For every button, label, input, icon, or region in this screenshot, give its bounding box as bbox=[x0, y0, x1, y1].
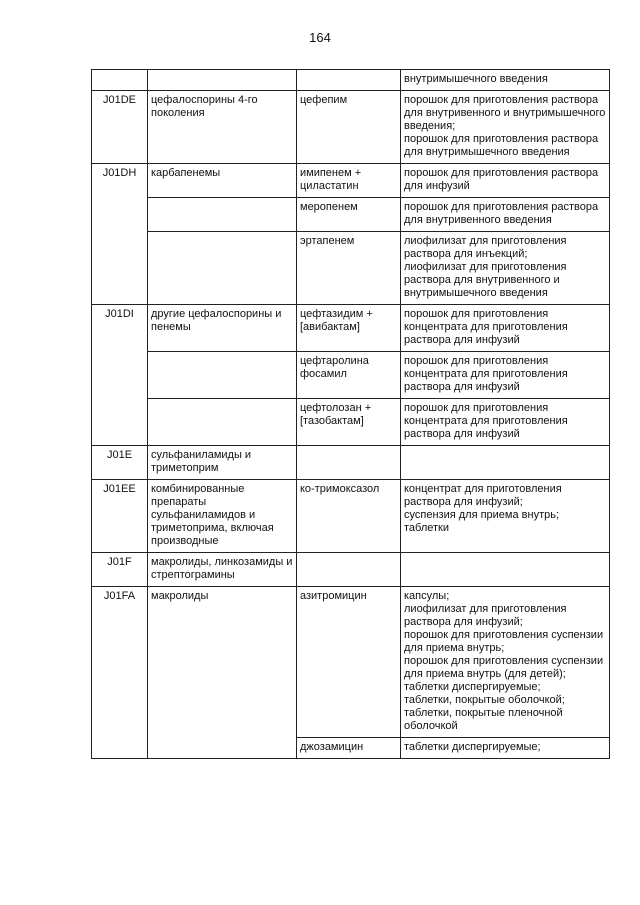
table-row bbox=[92, 553, 610, 587]
group-cell: макролиды bbox=[148, 587, 297, 759]
drug-cell: ко-тримоксазол bbox=[297, 480, 401, 553]
group-cell: карбапенемы bbox=[148, 164, 297, 198]
table-row bbox=[92, 198, 610, 232]
group-cell bbox=[148, 399, 297, 446]
dosage-form-cell: порошок для приготовления концентрата для приготовления раствора для инфузий bbox=[401, 305, 610, 352]
drug-cell: имипенем + циластатин bbox=[297, 164, 401, 198]
dosage-form-cell: порошок для приготовления концентрата для приготовления раствора для инфузий bbox=[401, 352, 610, 399]
drug-cell: джозамицин bbox=[297, 738, 401, 759]
table-row bbox=[92, 446, 610, 480]
dosage-form-cell: внутримышечного введения bbox=[401, 70, 610, 91]
drug-cell: цефтазидим + [авибактам] bbox=[297, 305, 401, 352]
dosage-form-cell: порошок для приготовления раствора для инфузий bbox=[401, 164, 610, 198]
drug-cell: меропенем bbox=[297, 198, 401, 232]
page-number: 164 bbox=[309, 30, 331, 45]
group-cell: макролиды, линкозамиды и стрептограмины bbox=[148, 553, 297, 587]
atc-code-cell: J01DE bbox=[92, 91, 148, 164]
group-cell bbox=[148, 232, 297, 305]
atc-code-cell: J01EE bbox=[92, 480, 148, 553]
atc-code-cell: J01F bbox=[92, 553, 148, 587]
drug-cell: цефтаролина фосамил bbox=[297, 352, 401, 399]
group-cell: цефалоспорины 4-го поколения bbox=[148, 91, 297, 164]
table-row bbox=[92, 587, 610, 738]
dosage-form-cell: порошок для приготовления раствора для внутривенного введения bbox=[401, 198, 610, 232]
table-row bbox=[92, 164, 610, 198]
table-row bbox=[92, 70, 610, 91]
atc-code-cell bbox=[92, 70, 148, 91]
drug-cell: цефтолозан + [тазобактам] bbox=[297, 399, 401, 446]
drug-cell bbox=[297, 446, 401, 480]
table-row bbox=[92, 352, 610, 399]
dosage-form-cell: порошок для приготовления концентрата для приготовления раствора для инфузий bbox=[401, 399, 610, 446]
atc-code-cell: J01E bbox=[92, 446, 148, 480]
atc-code-cell: J01DH bbox=[92, 164, 148, 305]
drug-table bbox=[91, 69, 610, 759]
drug-cell: эртапенем bbox=[297, 232, 401, 305]
drug-cell bbox=[297, 553, 401, 587]
group-cell: другие цефалоспорины и пенемы bbox=[148, 305, 297, 352]
drug-cell bbox=[297, 70, 401, 91]
dosage-form-cell: концентрат для приготовления раствора для инфузий; суспензия для приема внутрь; таблетки bbox=[401, 480, 610, 553]
table-row bbox=[92, 399, 610, 446]
table-row bbox=[92, 232, 610, 305]
group-cell bbox=[148, 198, 297, 232]
atc-code-cell: J01DI bbox=[92, 305, 148, 446]
table-row bbox=[92, 305, 610, 352]
dosage-form-cell: порошок для приготовления раствора для внутривенного и внутримышечного введения; порошок для приготовления раствора для внутримышечного введения bbox=[401, 91, 610, 164]
group-cell: комбинированные препараты сульфаниламидов и триметоприма, включая производные bbox=[148, 480, 297, 553]
dosage-form-cell bbox=[401, 446, 610, 480]
drug-cell: цефепим bbox=[297, 91, 401, 164]
group-cell bbox=[148, 70, 297, 91]
dosage-form-cell: таблетки диспергируемые; bbox=[401, 738, 610, 759]
dosage-form-cell bbox=[401, 553, 610, 587]
dosage-form-cell: лиофилизат для приготовления раствора для инъекций; лиофилизат для приготовления раствора для внутривенного и внутримышечного введения bbox=[401, 232, 610, 305]
table-row bbox=[92, 480, 610, 553]
table-row bbox=[92, 91, 610, 164]
atc-code-cell: J01FA bbox=[92, 587, 148, 759]
group-cell bbox=[148, 352, 297, 399]
group-cell: сульфаниламиды и триметоприм bbox=[148, 446, 297, 480]
dosage-form-cell: капсулы; лиофилизат для приготовления раствора для инфузий; порошок для приготовления суспензии для приема внутрь; порошок для приготовления суспензии для приема внутрь (для детей); таблетки диспергируемые; таблетки, покрытые оболочкой; таблетки, покрытые пленочной оболочкой bbox=[401, 587, 610, 738]
drug-cell: азитромицин bbox=[297, 587, 401, 738]
